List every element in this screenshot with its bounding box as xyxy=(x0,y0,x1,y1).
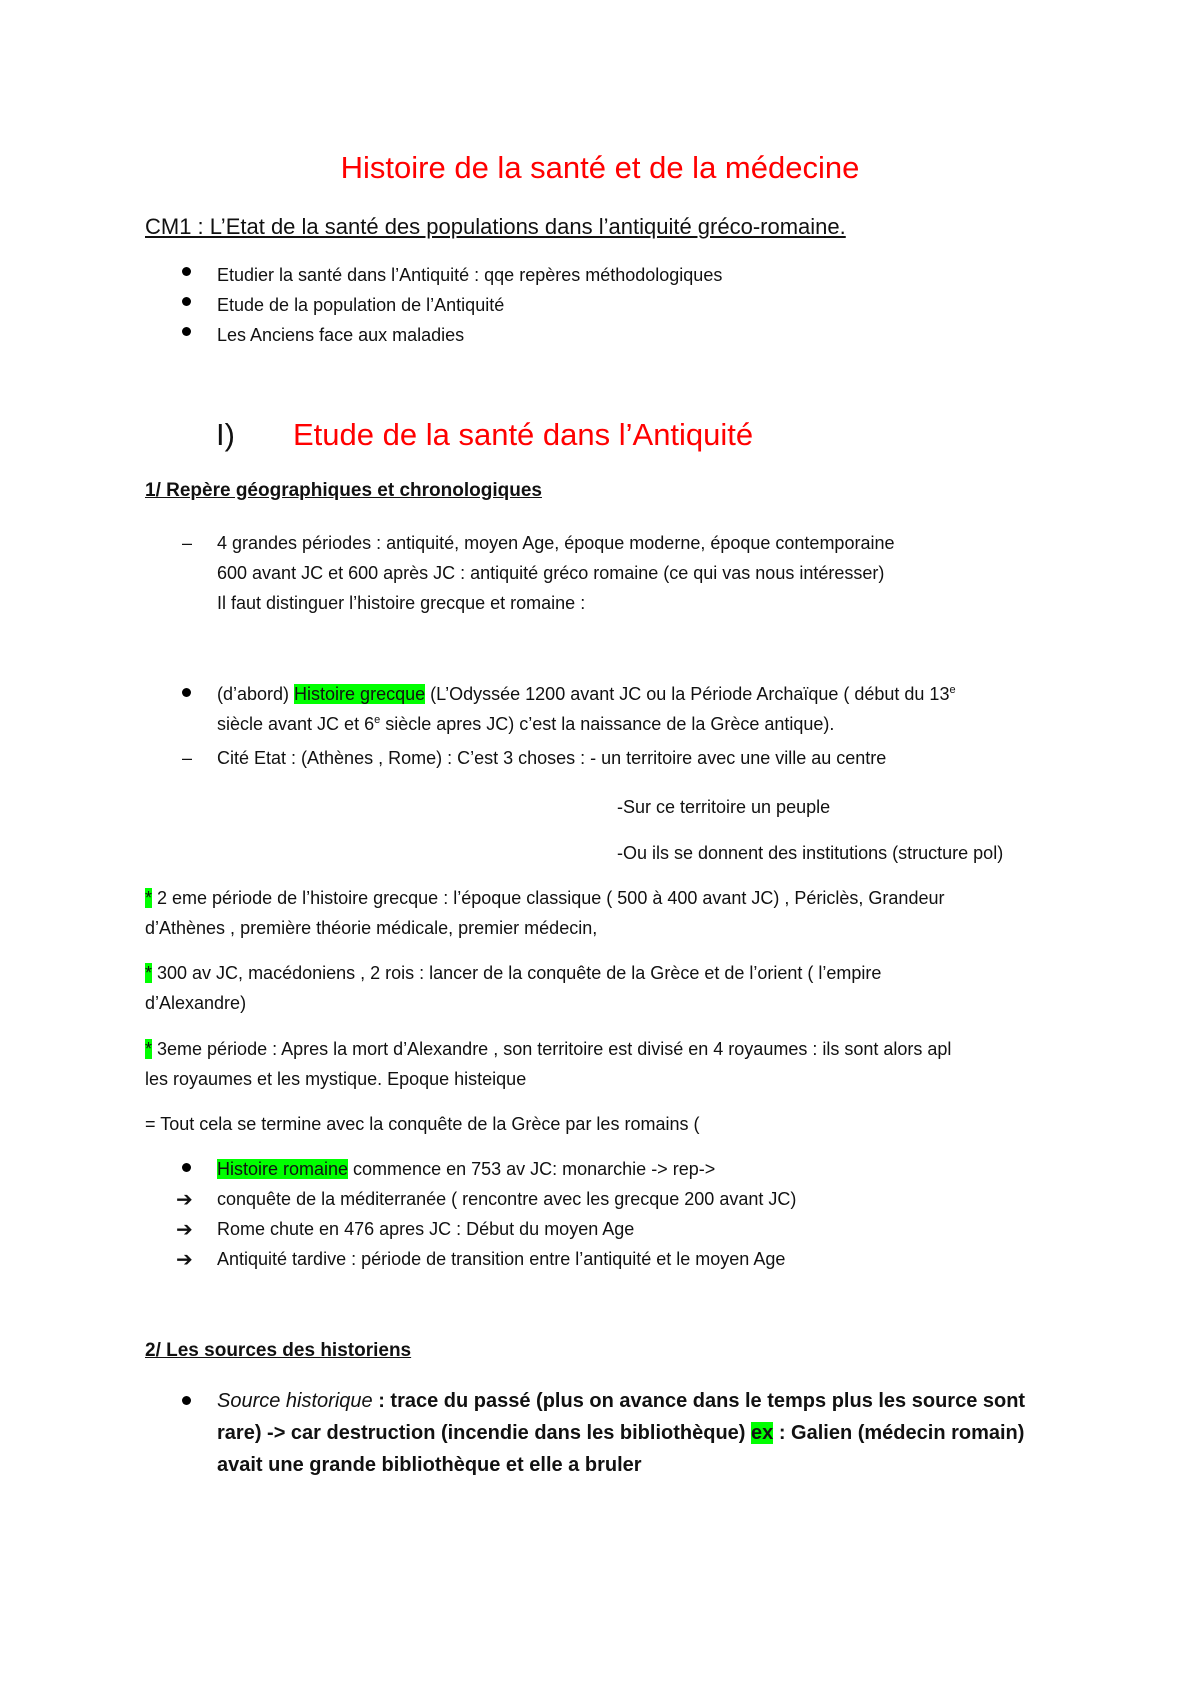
greek-history-line-2 xyxy=(217,714,834,735)
source-term: Source historique xyxy=(217,1390,373,1412)
period-3-line-1 xyxy=(145,963,881,984)
conquest-line: = Tout cela se termine avec la conquête de la Grèce par les romains ( xyxy=(145,1114,700,1134)
periods-line-1: 4 grandes périodes : antiquité, moyen Age, époque moderne, époque contemporaine xyxy=(217,533,895,553)
star-highlight: * xyxy=(145,963,153,983)
bullet-icon xyxy=(182,688,191,697)
greek-pre: (d’abord) xyxy=(217,684,295,704)
arrow-right-icon: ➔ xyxy=(176,1219,193,1241)
intro-bullet-1: Etudier la santé dans l’Antiquité : qqe repères méthodologiques xyxy=(217,265,723,285)
roman-arrow-2: Rome chute en 476 apres JC : Début du moyen Age xyxy=(217,1219,635,1239)
subsection-heading-1: 1/ Repère géographiques et chronologiques xyxy=(145,480,542,501)
cite-line-3: -Ou ils se donnent des institutions (structure pol) xyxy=(617,843,1004,863)
period-3-line-2: d’Alexandre) xyxy=(145,993,247,1013)
lecture-heading: CM1 : L’Etat de la santé des populations dans l’antiquité gréco-romaine. xyxy=(145,214,846,239)
greek-history-line-1 xyxy=(217,684,956,705)
greek-history-highlight: Histoire grecque xyxy=(294,684,426,704)
source-l1: : trace du passé (plus on avance dans le temps plus les source sont xyxy=(372,1390,1026,1412)
document-title: Histoire de la santé et de la médecine xyxy=(340,150,860,185)
roman-post: commence en 753 av JC: monarchie -> rep-> xyxy=(348,1159,716,1179)
cite-line-1: Cité Etat : (Athènes , Rome) : C’est 3 choses : - un territoire avec une ville au centre xyxy=(217,748,887,768)
subsection-heading-2: 2/ Les sources des historiens xyxy=(145,1340,412,1361)
roman-history-highlight: Histoire romaine xyxy=(217,1159,349,1179)
roman-arrow-1: conquête de la méditerranée ( rencontre avec les grecque 200 avant JC) xyxy=(217,1189,797,1209)
source-line-2 xyxy=(217,1422,1024,1445)
period-2-line-2: d’Athènes , première théorie médicale, premier médecin, xyxy=(145,918,598,938)
bullet-icon xyxy=(182,267,191,276)
source-line-3: avait une grande bibliothèque et elle a bruler xyxy=(217,1454,642,1476)
greek-sup-1: e xyxy=(949,684,956,696)
source-l2a: rare) -> car destruction (incendie dans les bibliothèque) xyxy=(217,1422,752,1444)
roman-arrow-3: Antiquité tardive : période de transition entre l’antiquité et le moyen Age xyxy=(217,1249,786,1269)
source-line-1 xyxy=(217,1390,1025,1413)
periods-line-2: 600 avant JC et 600 après JC : antiquité gréco romaine (ce qui vas nous intéresser) xyxy=(217,563,885,583)
star-highlight: * xyxy=(145,888,153,908)
intro-bullet-2: Etude de la population de l’Antiquité xyxy=(217,295,505,315)
bullet-icon xyxy=(182,1396,191,1405)
roman-history-line xyxy=(217,1159,715,1180)
period-4-line-1 xyxy=(145,1039,951,1060)
cite-line-2: -Sur ce territoire un peuple xyxy=(617,797,831,817)
periods-line-3: Il faut distinguer l’histoire grecque et romaine : xyxy=(217,593,586,613)
section-title: Etude de la santé dans l’Antiquité xyxy=(293,417,754,452)
period-3-text: 300 av JC, macédoniens , 2 rois : lancer de la conquête de la Grèce et de l’orient ( l’empire xyxy=(152,963,882,983)
bullet-icon xyxy=(182,327,191,336)
greek-l2a: siècle avant JC et 6 xyxy=(217,714,375,734)
period-2-line-1 xyxy=(145,888,944,909)
bullet-icon xyxy=(182,1163,191,1172)
arrow-right-icon: ➔ xyxy=(176,1249,193,1271)
dash-marker: – xyxy=(182,748,193,768)
greek-post: (L’Odyssée 1200 avant JC ou la Période Archaïque ( début du 13 xyxy=(425,684,950,704)
section-number: I) xyxy=(216,417,235,452)
bullet-icon xyxy=(182,297,191,306)
source-ex-highlight: ex xyxy=(751,1422,774,1444)
intro-bullet-3: Les Anciens face aux maladies xyxy=(217,325,465,345)
greek-l2b: siècle apres JC) c’est la naissance de la Grèce antique). xyxy=(380,714,835,734)
period-4-line-2: les royaumes et les mystique. Epoque histeique xyxy=(145,1069,527,1089)
period-2-text: 2 eme période de l’histoire grecque : l’époque classique ( 500 à 400 avant JC) , Périclès, Grandeur xyxy=(152,888,945,908)
period-4-text: 3eme période : Apres la mort d’Alexandre , son territoire est divisé en 4 royaumes : ils sont alors apl xyxy=(152,1039,952,1059)
greek-sup-2: e xyxy=(374,714,381,726)
dash-marker: – xyxy=(182,533,193,553)
arrow-right-icon: ➔ xyxy=(176,1189,193,1211)
source-l2b: : Galien (médecin romain) xyxy=(773,1422,1025,1444)
star-highlight: * xyxy=(145,1039,153,1059)
